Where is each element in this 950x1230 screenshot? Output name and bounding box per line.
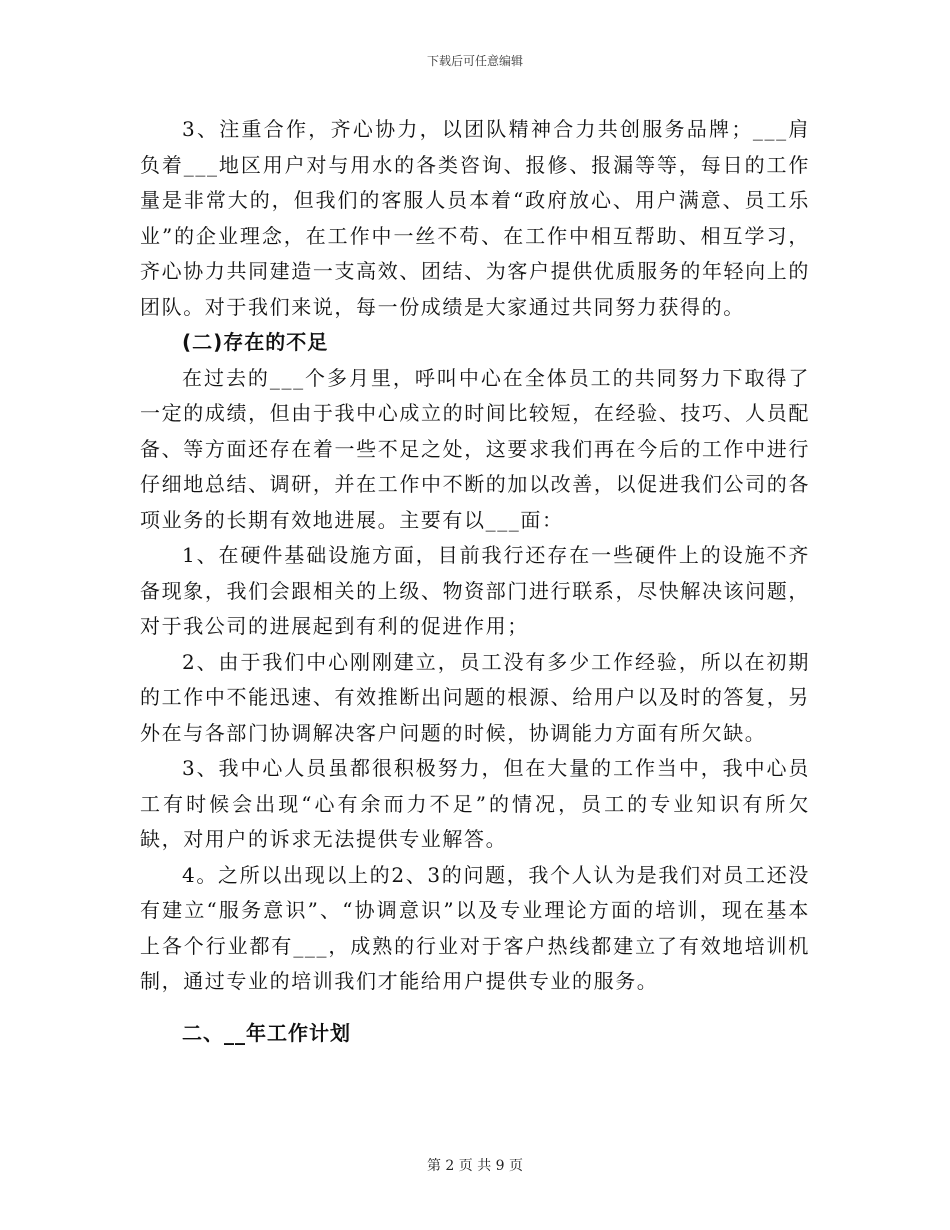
- section-heading-shortcomings: (二)存在的不足: [182, 330, 329, 354]
- page-footer: 第 2 页 共 9 页: [426, 1158, 524, 1174]
- paragraph-knowledge: 3、我中心人员虽都很积极努力，但在大量的工作当中，我中心员工有时候会出现“心有余而力不足”的情况，员工的专业知识有所欠缺，对用户的诉求无法提供专业解答。: [140, 756, 810, 851]
- section-heading-work-plan: 二、__年工作计划: [182, 1020, 351, 1045]
- document-body: [140, 112, 810, 1051]
- paragraph-experience: 2、由于我们中心刚刚建立，员工没有多少工作经验，所以在初期的工作中不能迅速、有效推断出问题的根源、给用户以及时的答复，另外在与各部门协调解决客户问题的时候，协调能力方面有所欠缺。: [140, 649, 810, 745]
- paragraph-teamwork: 3、注重合作，齐心协力，以团队精神合力共创服务品牌；___肩负着___地区用户对与用水的各类咨询、报修、报漏等等，每日的工作量是非常大的，但我们的客服人员本着“政府放心、用户满意、员工乐业”的企业理念，在工作中一丝不苟、在工作中相互帮助、相互学习，齐心协力共同建造一支高效、团结、为客户提供优质服务的年轻向上的团队。对于我们来说，每一份成绩是大家通过共同努力获得的。: [140, 117, 810, 319]
- paragraph-hardware: 1、在硬件基础设施方面，目前我行还存在一些硬件上的设施不齐备现象，我们会跟相关的上级、物资部门进行联系，尽快解决该问题，对于我公司的进展起到有利的促进作用；: [140, 543, 810, 638]
- page-header: 下载后可任意编辑: [426, 54, 523, 68]
- paragraph-training: 4。之所以出现以上的2、3的问题，我个人认为是我们对员工还没有建立“服务意识”、“协调意识”以及专业理论方面的培训，现在基本上各个行业都有___，成熟的行业对于客户热线都建立了有效地培训机制，通过专业的培训我们才能给用户提供专业的服务。: [140, 862, 810, 993]
- paragraph-intro-shortcomings: 在过去的___个多月里，呼叫中心在全体员工的共同努力下取得了一定的成绩，但由于我中心成立的时间比较短，在经验、技巧、人员配备、等方面还存在着一些不足之处，这要求我们再在今后的工作中进行仔细地总结、调研，并在工作中不断的加以改善，以促进我们公司的各项业务的长期有效地进展。主要有以___面：: [140, 365, 810, 532]
